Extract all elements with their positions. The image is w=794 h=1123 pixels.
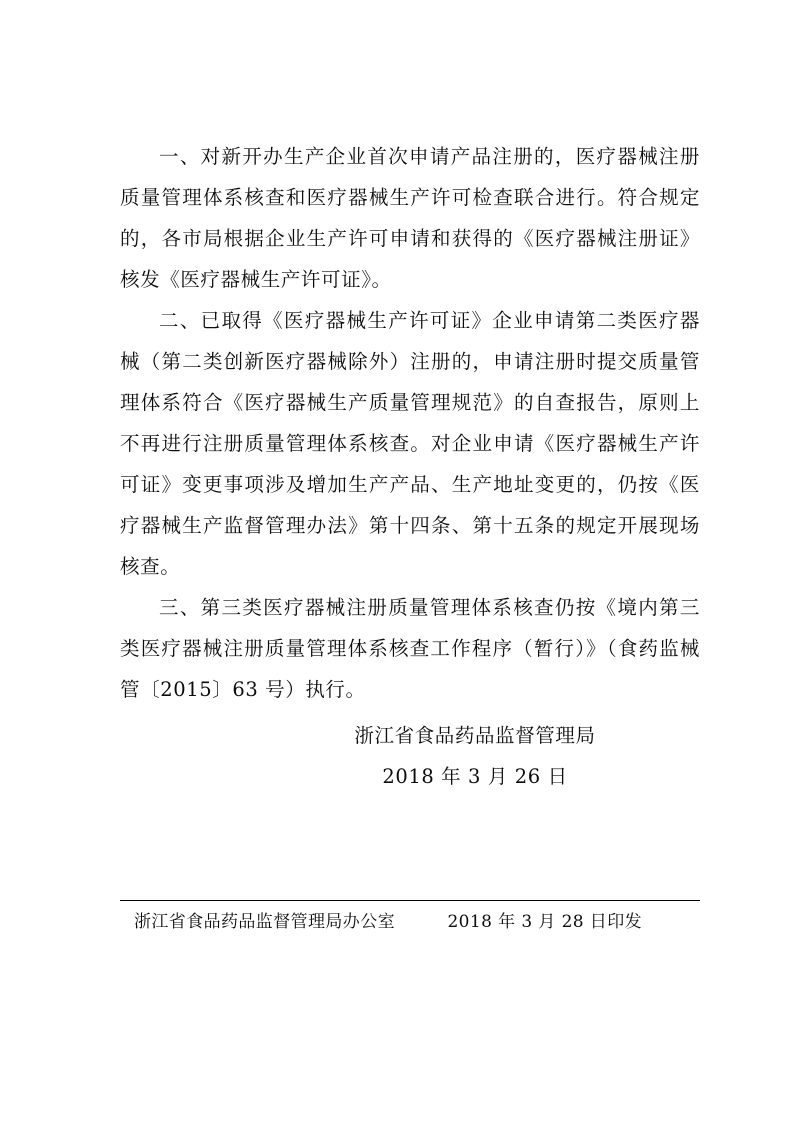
footer-divider [120,900,700,901]
signature-date: 2018 年 3 月 26 日 [382,765,568,788]
signature-block [120,715,700,797]
paragraph-one: 一、对新开办生产企业首次申请产品注册的，医疗器械注册质量管理体系核查和医疗器械生产许可检查联合进行。符合规定的，各市局根据企业生产许可申请和获得的《医疗器械注册证》核发《医疗器械生产许可证》。 [120,145,700,291]
footer-row [120,907,700,937]
signature-issuer: 浙江省食品药品监督管理局 [354,724,596,747]
document-footer [120,900,700,937]
paragraph-two: 二、已取得《医疗器械生产许可证》企业申请第二类医疗器械（第二类创新医疗器械除外）注册的，申请注册时提交质量管理体系符合《医疗器械生产质量管理规范》的自查报告，原则上不再进行注册质量管理体系核查。对企业申请《医疗器械生产许可证》变更事项涉及增加生产产品、生产地址变更的，仍按《医疗器械生产监督管理办法》第十四条、第十五条的规定开展现场核查。 [120,309,700,578]
document-body [120,136,700,710]
footer-print-date: 2018 年 3 月 28 日印发 [447,912,642,932]
footer-office: 浙江省食品药品监督管理局办公室 [134,912,395,932]
paragraph-three: 三、第三类医疗器械注册质量管理体系核查仍按《境内第三类医疗器械注册质量管理体系核查工作程序（暂行）》（食药监械管〔2015〕63 号）执行。 [120,596,700,701]
